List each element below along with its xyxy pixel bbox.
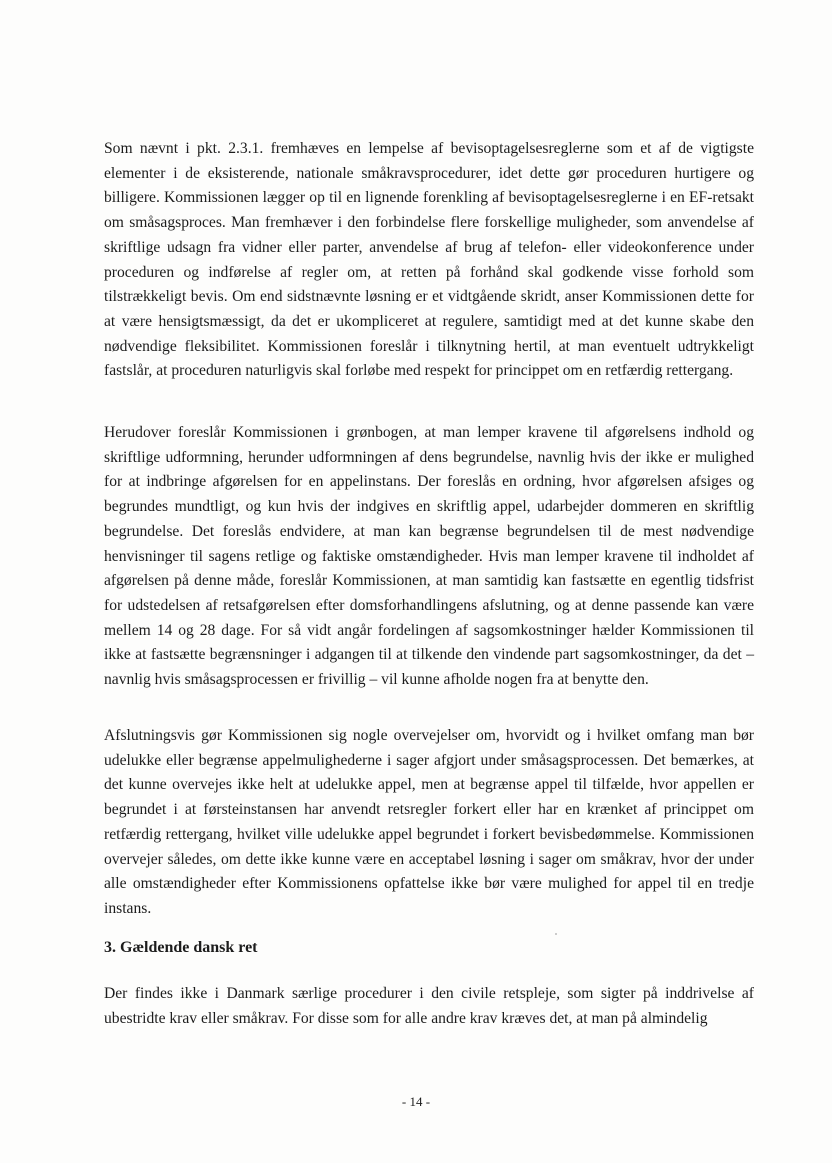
section-heading: 3. Gældende dansk ret [104,939,258,956]
page-number: - 14 - [401,1094,431,1109]
paragraph-evidence-rules: Som nævnt i pkt. 2.3.1. fremhæves en lempelse af bevisoptagelsesreglerne som et af de vigtigste elementer i de eksisterende, nationale småkravsprocedurer, idet dette gør proceduren hurtigere og billigere. Kommissionen lægger op til en lignende forenkling af bevisoptagelsesreglerne i en EF-retsakt om småsagsproces. Man fremhæver i den forbindelse flere forskellige muligheder, som anvendelse af skriftlige udsagn fra vidner eller parter, anvendelse af brug af telefon- eller videokonference under proceduren og indførelse af regler om, at retten på forhånd skal godkende visse forhold som tilstrækkeligt bevis. Om end sidstnævnte løsning er et vidtgående skridt, anser Kommissionen dette for at være hensigtsmæssigt, da det er ukompliceret at regulere, samtidigt med at det kunne skabe den nødvendige fleksibilitet. Kommissionen foreslår i tilknytning hertil, at man eventuelt udtrykkeligt fastslår, at proceduren naturligvis skal forløbe med respekt for princippet om en retfærdig rettergang. [104,140,754,380]
scan-speck [555,933,557,935]
paragraph-danish-law: Der findes ikke i Danmark særlige procedurer i den civile retspleje, som sigter på inddrivelse af ubestridte krav eller småkrav. For disse som for alle andre krav kræves det, at man på almindelig [104,985,754,1027]
paragraph-appeal-options: Afslutningsvis gør Kommissionen sig nogle overvejelser om, hvorvidt og i hvilket omfang man bør udelukke eller begrænse appelmulighederne i sager afgjort under småsagsprocessen. Det bemærkes, at det kunne overvejes ikke helt at udelukke appel, men at begrænse appel til tilfælde, hvor appellen er begrundet i at førsteinstansen har anvendt retsregler forkert eller har en krænket af princippet om retfærdig rettergang, hvilket ville udelukke appel begrundet i forkert bevisbedømmelse. Kommissionen overvejer således, om dette ikke kunne være en acceptabel løsning i sager om småkrav, hvor der under alle omstændigheder efter Kommissionens opfattelse ikke bør være mulighed for appel til en tredje instans. [104,727,754,917]
paragraph-judgment-requirements: Herudover foreslår Kommissionen i grønbogen, at man lemper kravene til afgørelsens indhold og skriftlige udformning, herunder udformningen af dens begrundelse, navnlig hvis der ikke er mulighed for at indbringe afgørelsen for en appelinstans. Der foreslås en ordning, hvor afgørelsen afsiges og begrundes mundtligt, og kun hvis der indgives en skriftlig appel, udarbejder dommeren en skriftlig begrundelse. Det foreslås endvidere, at man kan begrænse begrundelsen til de mest nødvendige henvisninger til sagens retlige og faktiske omstændigheder. Hvis man lemper kravene til indholdet af afgørelsen på denne måde, foreslår Kommissionen, at man samtidig kan fastsætte en egentlig tidsfrist for udstedelsen af retsafgørelsen efter domsforhandlingens afslutning, og at denne passende kan være mellem 14 og 28 dage. For så vidt angår fordelingen af sagsomkostninger hælder Kommissionen til ikke at fastsætte begrænsninger i adgangen til at tilkende den vindende part sagsomkostninger, da det – navnlig hvis småsagsprocessen er frivillig – vil kunne afholde nogen fra at benytte den. [104,424,754,689]
